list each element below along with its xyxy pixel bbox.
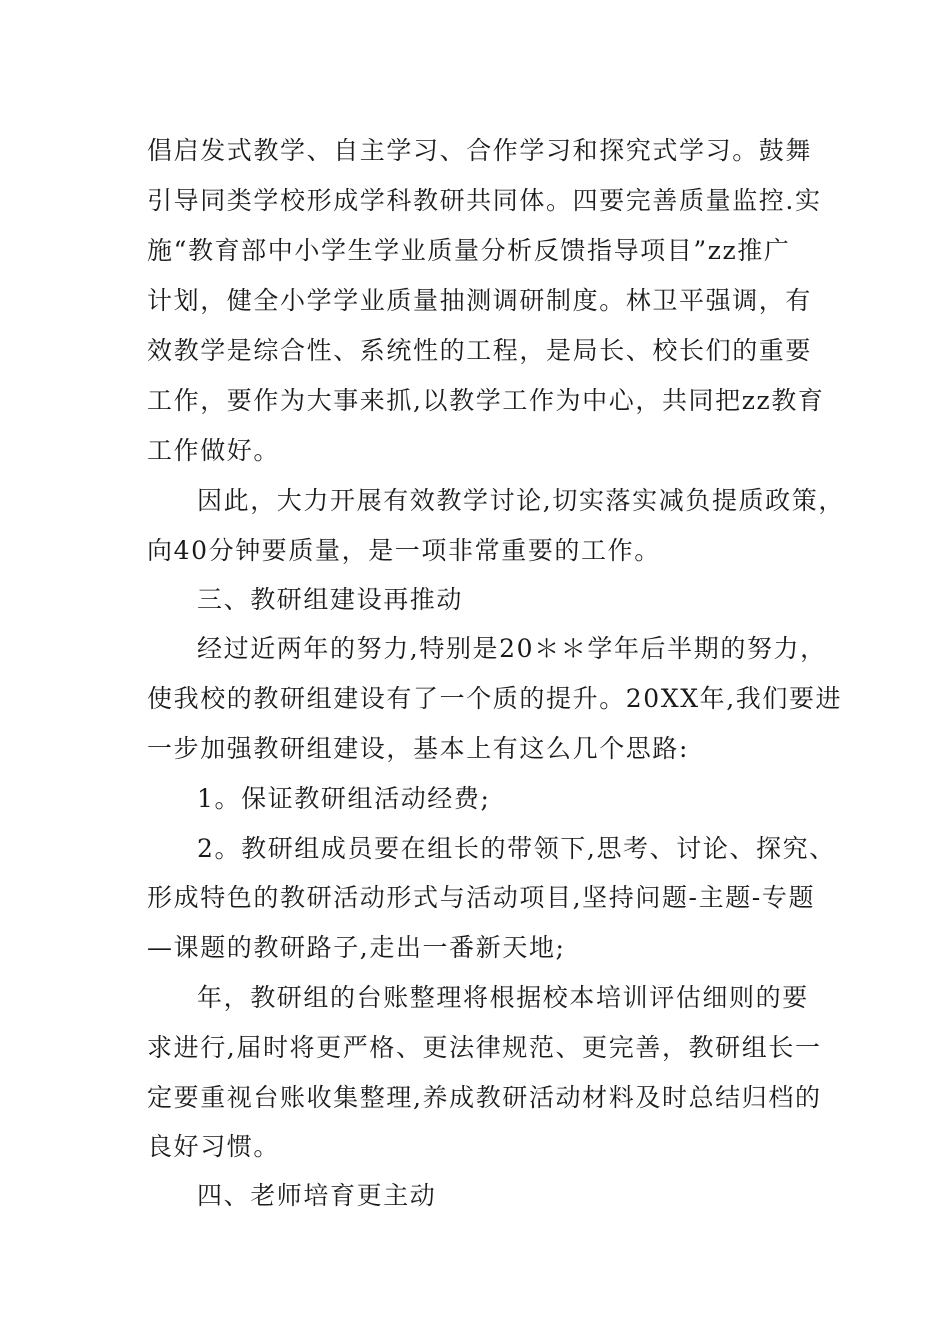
body-text-line: 定要重视台账收集整理,养成教研活动材料及时总结归档的 [147,1083,822,1112]
body-text-line: 工作，要作为大事来抓,以教学工作为中心，共同把zz教育 [147,386,825,415]
paragraph-first-line: 因此，大力开展有效教学讨论,切实落实减负提质政策， [197,486,845,515]
body-text-line: 引导同类学校形成学科教研共同体。四要完善质量监控.实 [147,186,822,215]
body-text-line: 使我校的教研组建设有了一个质的提升。20XX年,我们要进 [147,684,843,713]
body-text-line: —课题的教研路子,走出一番新天地; [147,933,566,962]
section-heading-3: 三、教研组建设再推动 [197,585,464,614]
body-text-line: 良好习惯。 [147,1132,281,1161]
body-text-line: 求进行,届时将更严格、更法律规范、更完善，教研组长一 [147,1033,822,1062]
body-text-line: 形成特色的教研活动形式与活动项目,坚持问题-主题-专题 [147,883,816,912]
body-text-line: 施“教育部中小学生学业质量分析反馈指导项目”zz推广 [147,236,791,265]
body-text-line: 计划，健全小学学业质量抽测调研制度。林卫平强调，有 [147,286,813,315]
paragraph-first-line: 年，教研组的台账整理将根据校本培训评估细则的要 [197,983,809,1012]
section-heading-4: 四、老师培育更主动 [197,1181,437,1210]
body-text-line: 一步加强教研组建设，基本上有这么几个思路: [147,734,690,763]
list-item-1: 1。保证教研组活动经费; [197,784,491,813]
list-item-2: 2。教研组成员要在组长的带领下,思考、讨论、探究、 [197,834,836,863]
paragraph-first-line: 经过近两年的努力,特别是20＊＊学年后半期的努力， [197,634,827,663]
body-text-line: 倡启发式教学、自主学习、合作学习和探究式学习。鼓舞 [147,136,813,165]
body-text-line: 向40分钟要质量，是一项非常重要的工作。 [147,536,661,565]
body-text-line: 效教学是综合性、系统性的工程，是局长、校长们的重要 [147,336,813,365]
body-text-line: 工作做好。 [147,436,281,465]
